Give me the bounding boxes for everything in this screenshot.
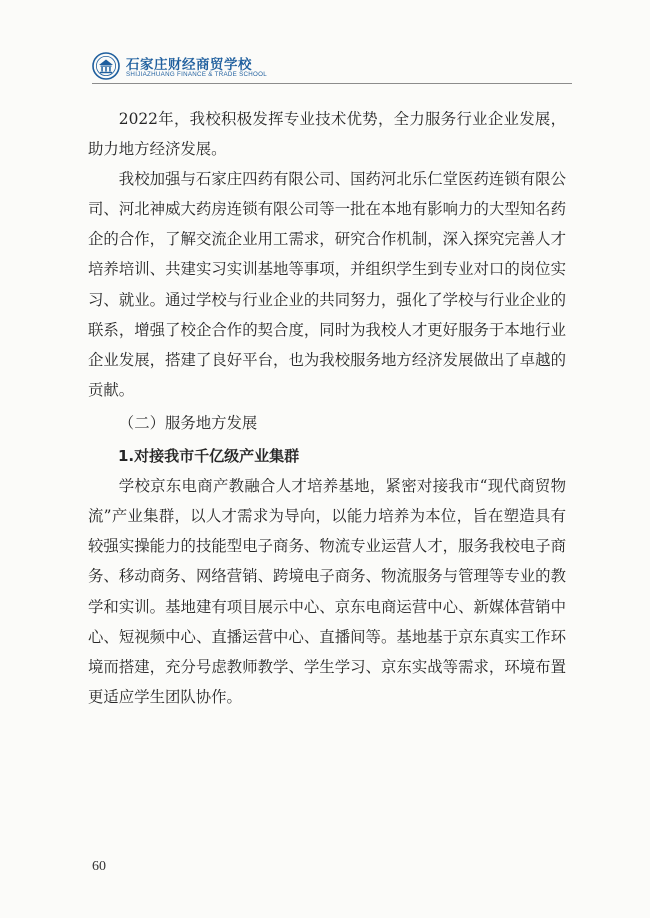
section-heading: （二）服务地方发展 <box>118 413 258 432</box>
page-number: 60 <box>92 859 106 874</box>
paragraph-jd-base: 学校京东电商产教融合人才培养基地，紧密对接我市“现代商贸物流”产业集群，以人才需求为导向，以能力培养为本位，旨在塑造具有较强实操能力的技能型电子商务、物流专业运营人才，服务我校电子商务、移动商务、网络营销、跨境电子商务、物流服务与管理等专业的教学和实训。基地建有项目展示中心、京东电商运营中心、新媒体营销中心、短视频中心、直播运营中心、直播间等。基地基于京东真实工作环境而搭建，充分号虑教师教学、学生学习、京东实战等需求，环境布置更适应学生团队协作。 <box>88 477 566 706</box>
subsection-heading: 1.对接我市千亿级产业集群 <box>118 447 300 466</box>
header-divider <box>92 83 572 84</box>
school-name-cn: 石家庄财经商贸学校 <box>126 57 252 73</box>
paragraph-intro: 2022年，我校积极发挥专业技术优势，全力服务行业企业发展，助力地方经济发展。 <box>88 110 566 159</box>
school-name-en: SHIJIAZHUANG FINANCE & TRADE SCHOOL <box>126 71 268 78</box>
page-body <box>88 104 566 712</box>
paragraph-cooperation: 我校加强与石家庄四药有限公司、国药河北乐仁堂医药连锁有限公司、河北神威大药房连锁有限公司等一批在本地有影响力的大型知名药企的合作，了解交流企业用工需求，研究合作机制，深入探究完善人才培养培训、共建实习实训基地等事项，并组织学生到专业对口的岗位实习、就业。通过学校与行业企业的共同努力，强化了学校与行业企业的联系，增强了校企合作的契合度，同时为我校人才更好服务于本地行业企业发展，搭建了良好平台，也为我校服务地方经济发展做出了卓越的贡献。 <box>88 170 566 399</box>
page-header <box>92 52 572 80</box>
school-logo-icon <box>92 52 120 80</box>
